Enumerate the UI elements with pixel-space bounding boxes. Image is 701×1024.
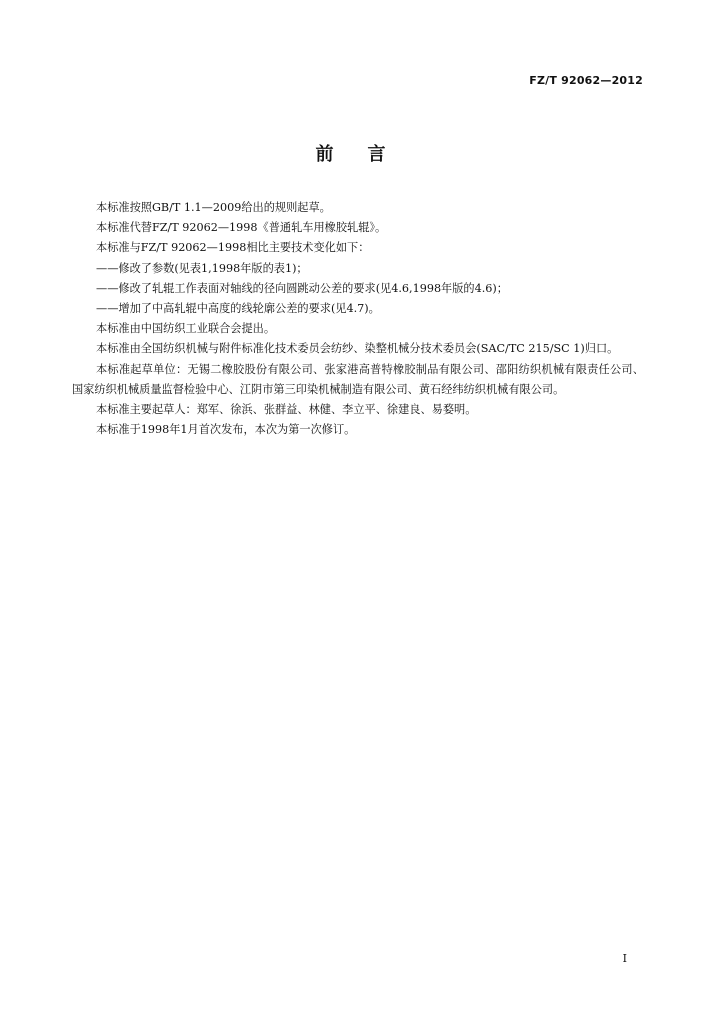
foreword-body: [72, 198, 644, 440]
document-code: FZ/T 92062—2012: [529, 74, 643, 87]
page-number: I: [622, 952, 627, 965]
paragraph: 本标准由全国纺织机械与附件标准化技术委员会纺纱、染整机械分技术委员会(SAC/TC 215/SC 1)归口。: [96, 342, 619, 356]
paragraph: 本标准按照GB/T 1.1—2009给出的规则起草。: [96, 201, 331, 214]
paragraph: 本标准由中国纺织工业联合会提出。: [96, 322, 276, 336]
list-item: ——增加了中高轧辊中高度的线轮廓公差的要求(见4.7)。: [96, 302, 380, 316]
paragraph: 本标准主要起草人：郑军、徐浜、张群益、林健、李立平、徐建良、易婺明。: [96, 403, 477, 417]
paragraph: 本标准于1998年1月首次发布，本次为第一次修订。: [96, 423, 356, 437]
paragraph: 本标准与FZ/T 92062—1998相比主要技术变化如下：: [96, 241, 370, 255]
list-item: ——修改了轧辊工作表面对轴线的径向圆跳动公差的要求(见4.6,1998年版的4.6)；: [96, 281, 508, 295]
list-item: ——修改了参数(见表1,1998年版的表1)；: [96, 261, 308, 275]
section-title: 前言: [315, 144, 420, 165]
paragraph: 本标准起草单位：无锡二橡胶股份有限公司、张家港高普特橡胶制品有限公司、邵阳纺织机械有限责任公司、国家纺织机械质量监督检验中心、江阴市第三印染机械制造有限公司、黄石经纬纺织机械有限公司。: [72, 362, 644, 396]
paragraph: 本标准代替FZ/T 92062—1998《普通轧车用橡胶轧辊》。: [96, 221, 387, 235]
